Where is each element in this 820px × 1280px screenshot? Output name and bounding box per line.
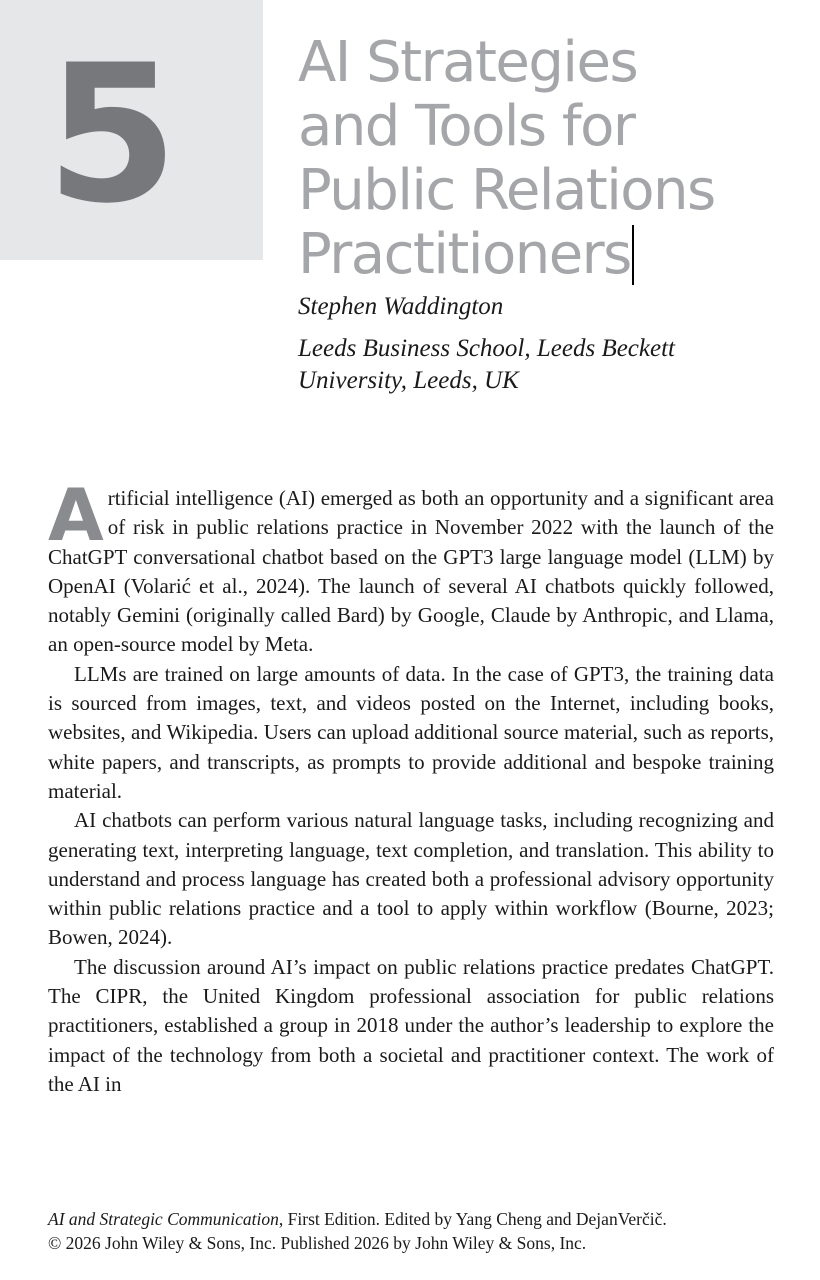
- drop-cap: A: [48, 473, 104, 557]
- body-paragraph-1: [48, 473, 774, 660]
- text-cursor: [632, 225, 634, 285]
- footer-citation: [48, 1207, 788, 1231]
- affiliation-line-1: Leeds Business School, Leeds Beckett: [298, 335, 675, 362]
- chapter-author: Stephen Waddington: [298, 293, 504, 320]
- affiliation-line-2: University, Leeds, UK: [298, 367, 519, 394]
- chapter-number: 5: [46, 24, 173, 245]
- footer-copyright: © 2026 John Wiley & Sons, Inc. Published 2026 by John Wiley & Sons, Inc.: [48, 1233, 587, 1253]
- footer-book-title: AI and Strategic Communication: [48, 1209, 279, 1229]
- body-paragraph-2: LLMs are trained on large amounts of data. In the case of GPT3, the training data is sourced from images, text, and videos posted on the Internet, including books, websites, and Wikipedia. Users can upload additional source material, such as reports, white papers, and transcripts, as prompts to provide additional and bespoke training material.: [48, 661, 774, 803]
- author-affiliation: [298, 333, 675, 397]
- chapter-title: [298, 31, 808, 287]
- chapter-body: [48, 473, 774, 1099]
- chapter-title-line-1: AI Strategies: [298, 30, 638, 95]
- body-paragraph-1-text: rtificial intelligence (AI) emerged as both an opportunity and a significant area of risk in public relations practice in November 2022 with the launch of the ChatGPT conversational chatbot based on the GPT3 large language model (LLM) by OpenAI (Volarić et al., 2024). The launch of several AI chatbots quickly followed, notably Gemini (originally called Bard) by Google, Claude by Anthropic, and Llama, an open-source model by Meta.: [48, 486, 774, 657]
- chapter-number-box: [0, 0, 263, 260]
- page-footer: [48, 1207, 788, 1255]
- footer-edition: , First Edition. Edited by Yang Cheng and DejanVerčič.: [278, 1209, 667, 1229]
- body-paragraph-4: The discussion around AI’s impact on public relations practice predates ChatGPT. The CIPR, the United Kingdom professional association for public relations practitioners, established a group in 2018 under the author’s leadership to explore the impact of the technology from both a societal and practitioner context. The work of the AI in: [48, 954, 774, 1096]
- chapter-title-line-2: and Tools for: [298, 94, 635, 159]
- chapter-title-line-4: Practitioners: [298, 222, 631, 287]
- body-paragraph-3: AI chatbots can perform various natural language tasks, including recognizing and generating text, interpreting language, text completion, and translation. This ability to understand and process language has created both a professional advisory opportunity within public relations practice and a tool to apply within workflow (Bourne, 2023; Bowen, 2024).: [48, 808, 774, 950]
- chapter-title-line-3: Public Relations: [298, 158, 715, 223]
- chapter-title-line-4-wrap: [298, 223, 808, 287]
